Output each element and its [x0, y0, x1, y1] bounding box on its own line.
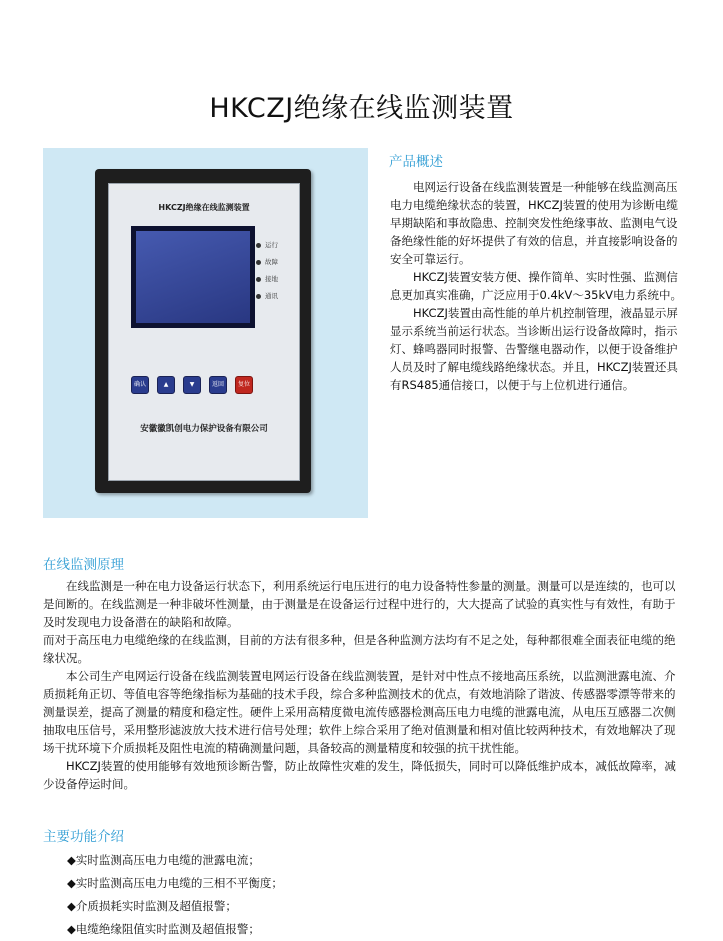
- principle-paragraph: 在线监测是一种在电力设备运行状态下，利用系统运行电压进行的电力设备特性参量的测量。测量可以是连续的，也可以是间断的。在线监测是一种非破坏性测量，由于测量是在设备运行过程中进行的，大大提高了试验的真实性与有效性，有助于及时发现电力设备潜在的缺陷和故障。: [43, 579, 676, 629]
- overview-paragraph: 电网运行设备在线监测装置是一种能够在线监测高压电力电缆绝缘状态的装置，HKCZJ装置的使用为诊断电缆早期缺陷和事故隐患、控制突发性绝缘事故、监测电气设备绝缘性能的好坏提供了有效的信息，并直接影响设备的安全可靠运行。: [390, 180, 678, 266]
- principle-paragraph: 而对于高压电力电缆绝缘的在线监测，目前的方法有很多种，但是各种监测方法均有不足之处，每种都很难全面表征电缆的绝缘状况。: [43, 633, 676, 665]
- back-button: 返回: [209, 376, 227, 394]
- down-button: ▼: [183, 376, 201, 394]
- principle-paragraph: 本公司生产电网运行设备在线监测装置电网运行设备在线监测装置，是针对中性点不接地高压系统，以监测泄露电流、介质损耗角正切、等值电容等绝缘指标为基础的技术手段，综合多种监测技术的优点，有效地消除了谐波、传感器零漂等带来的测量误差，提高了测量的精度和稳定性。硬件上采用高精度微电流传感器检测高压电力电缆的泄露电流，从电压互感器二次侧抽取电压信号，采用整形滤波放大技术进行信号处理；软件上综合采用了绝对值测量和相对值比较两种技术，有效地解决了现场干扰环境下介质损耗及阻性电流的精确测量问题，具备较高的测量精度和较强的抗干扰性能。: [43, 669, 676, 755]
- indicator-fault: [256, 257, 278, 274]
- indicator-run: [256, 240, 278, 257]
- device-panel: [108, 183, 300, 481]
- led-dot-icon: [256, 260, 261, 265]
- led-dot-icon: [256, 277, 261, 282]
- device-company-label: 安徽徽凯创电力保护设备有限公司: [140, 424, 268, 434]
- led-dot-icon: [256, 294, 261, 299]
- page-title: HKCZJ绝缘在线监测装置: [209, 93, 514, 124]
- list-item: ◆电缆绝缘阻值实时监测及超值报警；: [67, 922, 260, 936]
- device-frame: [95, 169, 311, 493]
- device-panel-title: HKCZJ绝缘在线监测装置: [158, 203, 250, 212]
- reset-button: 复位: [235, 376, 253, 394]
- lcd-screen: [131, 226, 255, 328]
- indicator-label: 故障: [265, 258, 278, 266]
- functions-heading: 主要功能介绍: [43, 829, 124, 845]
- list-item: ◆实时监测高压电力电缆的泄露电流；: [67, 853, 260, 867]
- indicator-ground: [256, 274, 278, 291]
- up-button: ▲: [157, 376, 175, 394]
- principle-section: [43, 577, 683, 793]
- indicator-label: 接地: [265, 275, 278, 283]
- list-item: ◆介质损耗实时监测及超值报警；: [67, 899, 237, 913]
- list-item: ◆实时监测高压电力电缆的三相不平衡度；: [67, 876, 283, 890]
- indicator-label: 运行: [265, 241, 278, 249]
- indicator-leds: [256, 240, 278, 308]
- overview-heading: 产品概述: [389, 154, 443, 170]
- indicator-label: 通讯: [265, 292, 278, 300]
- functions-list: [67, 849, 283, 941]
- product-photo: [43, 148, 368, 518]
- indicator-comm: [256, 291, 278, 308]
- principle-paragraph: HKCZJ装置的使用能够有效地预诊断告警，防止故障性灾难的发生，降低损失，同时可以降低维护成本，减低故障率，减少设备停运时间。: [43, 759, 676, 791]
- overview-section: [390, 178, 682, 394]
- principle-heading: 在线监测原理: [43, 557, 124, 573]
- overview-paragraph: HKCZJ装置安装方便、操作简单、实时性强、监测信息更加真实准确，广泛应用于0.4kV～35kV电力系统中。: [390, 270, 682, 302]
- led-dot-icon: [256, 243, 261, 248]
- overview-paragraph: HKCZJ装置由高性能的单片机控制管理，液晶显示屏显示系统当前运行状态。当诊断出运行设备故障时，指示灯、蜂鸣器同时报警、告警继电器动作，以便于设备维护人员及时了解电缆线路绝缘状态。并且，HKCZJ装置还具有RS485通信接口，以便于与上位机进行通信。: [390, 306, 678, 392]
- confirm-button: 确认: [131, 376, 149, 394]
